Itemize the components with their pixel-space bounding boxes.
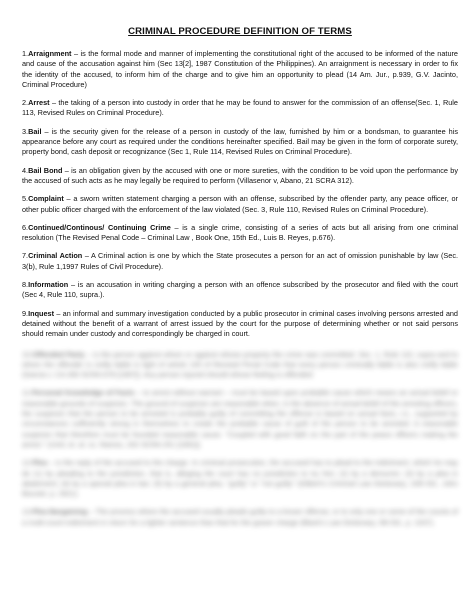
entry-number: 7. bbox=[22, 251, 29, 261]
entry-term: Criminal Action bbox=[28, 251, 83, 261]
definition-entry bbox=[22, 49, 458, 90]
entry-term: Arraignment bbox=[28, 49, 72, 58]
definition-entry bbox=[22, 350, 458, 381]
entry-number: 9. bbox=[22, 308, 29, 318]
definition-entry bbox=[22, 194, 458, 215]
entry-definition: – The process where the accused usually pleads guilty to a lesser offense, or to only one or some of the counts of a multi-count indictment in return for a lighter sentence than that for the graver charge (Black's Law Dictionary, 5th Ed., p. 1037). bbox=[22, 507, 458, 527]
definition-list bbox=[22, 49, 458, 340]
entry-term: Bail Bond bbox=[28, 165, 63, 175]
document-title: CRIMINAL PROCEDURE DEFINITION OF TERMS bbox=[128, 26, 352, 37]
entry-definition: – is the security given for the release of a person in custody of the law, furnished by him or a bondsman, to guarantee his appearance before any court as required under the conditions hereinafter specified. Bail may be given in the form of corporate surety, property bond, cash deposit or recognizance (Sec 1, Rule 114, Revised Rules on Criminal Procedure). bbox=[22, 126, 458, 157]
entry-number: 10. bbox=[22, 349, 33, 359]
entry-term: Inquest bbox=[28, 308, 55, 318]
entry-number: 13. bbox=[22, 507, 33, 517]
definition-entry bbox=[22, 388, 458, 450]
entry-term: Personal Knowledge of Facts bbox=[31, 388, 135, 398]
entry-number: 3. bbox=[22, 126, 29, 136]
entry-term: Offended Party bbox=[32, 349, 85, 359]
entry-number: 1. bbox=[22, 49, 29, 58]
entry-term: Plea bbox=[32, 458, 48, 468]
definition-entry bbox=[22, 98, 458, 119]
entry-definition: – is an accusation in writing charging a person with an offence subscribed by the prosecutor and filed with the court (Sec 4, Rule 110, supra.). bbox=[22, 280, 458, 300]
entry-number: 11. bbox=[22, 388, 32, 398]
entry-definition: – is the reply of the accused to the charge. In criminal prosecution, the accused has to plead to the indictment, which he may do (1) by pleading to the jurisdiction, that is, alleging the court has no jurisdiction to try him; (2) by a demurrer; (3) by a plea in abatement; (4) by a special plea in bar; (5) by a general plea, "guilty" or "not guilty" (Gilbert's Criminal Law Dictionary, 10th Ed., John Bouvier, p. 2621). bbox=[22, 458, 458, 499]
entry-term: Complaint bbox=[28, 194, 64, 204]
entry-number: 8. bbox=[22, 280, 29, 290]
entry-term: Plea Bargaining bbox=[32, 507, 88, 517]
entry-term: Bail bbox=[28, 126, 42, 136]
entry-definition: – a sworn written statement charging a person with an offense, subscribed by the offender party, any peace officer, or other public officer charged with the enforcement of the law violated (Sec. 3, Rule 110, Revised Rules on Criminal Procedure). bbox=[22, 194, 458, 214]
entry-definition: – an informal and summary investigation conducted by a public prosecutor in criminal cases involving persons arrested and detained without the benefit of a warrant of arrest issued by the court for the purpose of determining whether or not said persons should remain under custody and correspondingly be charged in court. bbox=[22, 308, 458, 339]
entry-term: Arrest bbox=[28, 98, 50, 108]
entry-definition: – is the person against whom or against whose property the crime was committed. Sec. 1, Rule 110, supra and to whom the offender is civilly liable in light of article 100 of Revised Penal Code that every person criminally liable is also civilly liable (Garcia v. CA 266 SCRA 678 [1997]). Any person injured should whose feeling is offended. bbox=[22, 349, 459, 380]
definition-entry bbox=[22, 223, 458, 244]
definition-entry bbox=[22, 166, 458, 187]
entry-term: Information bbox=[28, 280, 69, 290]
entry-number: 5. bbox=[22, 194, 29, 204]
blurred-preview-section bbox=[22, 350, 458, 528]
entry-number: 2. bbox=[22, 98, 29, 108]
entry-definition: – A Criminal action is one by which the State prosecutes a person for an act of omission punishable by law (Sec. 3(b), Rule 1,1997 Rules of Civil Procedure). bbox=[22, 251, 459, 271]
entry-number: 4. bbox=[22, 165, 29, 175]
definition-entry bbox=[22, 280, 458, 301]
definition-entry bbox=[22, 458, 458, 499]
entry-definition: – the taking of a person into custody in order that he may be found to answer for the commission of an offense(Sec. 1, Rule 113, Revised Rules on Criminal Procedure). bbox=[22, 98, 458, 118]
entry-term: Continued/Continous/ Continuing Crime bbox=[28, 222, 171, 232]
entry-definition: – is an obligation given by the accused with one or more sureties, with the condition to be void upon the performance by the accused of such acts as he may legally be required to perform (Villasenor v, Abano, 21 SCRA 312). bbox=[22, 165, 458, 185]
definition-entry bbox=[22, 309, 458, 340]
entry-number: 12. bbox=[22, 458, 33, 468]
entry-definition: – to arrest without warrant – must be based upon probable cause which means an actual belief or reasonable grounds of suspicion. The ground of suspicion are reasonable when, in the absence of actual belief of the arresting officers, the suspicion that the person to be arrested is probably guilty of committing the offense is based on actual facts, i.e., supported by circumstances sufficiently strong in themselves to create the probable cause of guilt of the person to be arrested. A reasonable suspicion that therefore must be founded reasonable cause. "Coupled with good faith on the part of the peace officers making the arrest." (Umil, et. al. vs. Ramos, 202 SCRA 251 [1991]). bbox=[22, 388, 458, 449]
definition-entry bbox=[22, 251, 458, 272]
entry-definition: – is the formal mode and manner of implementing the constitutional right of the accused to be informed of the nature and cause of the accusation against him (Sec 13[2], 1987 Constitution of the Philippines). An arraignment is necessary in order to fix the identity of the accused, to inform him of the charge and to give him an opportunity to plead (14 Am. Jur., p.939, G.V. Jacinto, Criminal Procedure) bbox=[22, 49, 458, 89]
definition-entry bbox=[22, 127, 458, 158]
entry-number: 6. bbox=[22, 222, 29, 232]
definition-entry bbox=[22, 507, 458, 528]
entry-definition: – is a single crime, consisting of a series of acts but all arising from one criminal resolution (The Revised Penal Code – Criminal Law , Book One, 15th Ed., Luis B. Reyes, p.676). bbox=[22, 222, 458, 243]
